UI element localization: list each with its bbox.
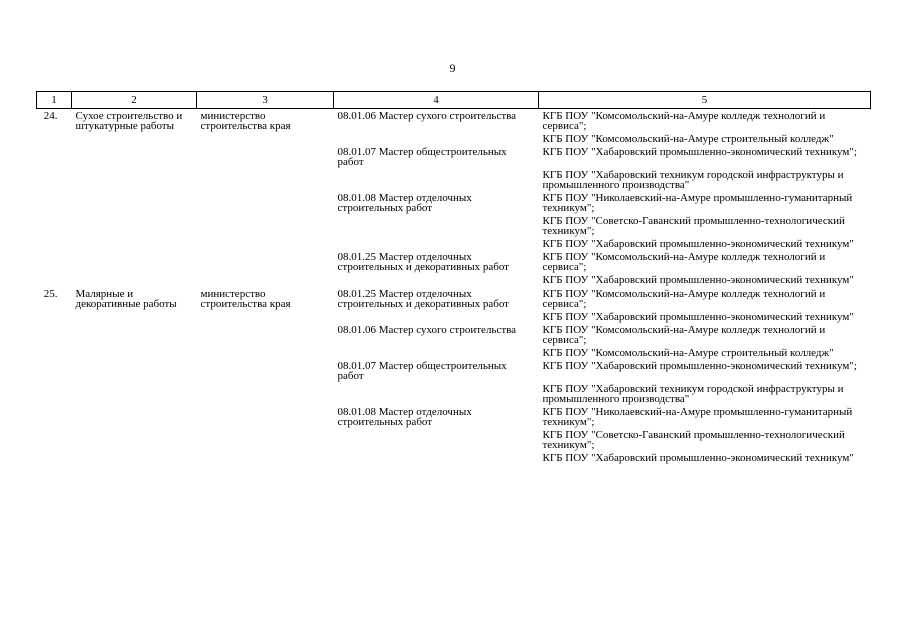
- table-row: [37, 452, 871, 465]
- cell-name: [72, 452, 197, 465]
- cell-college: КГБ ПОУ "Хабаровский промышленно-экономический техникум": [542, 311, 854, 323]
- cell-name: [72, 133, 197, 146]
- cell-ministry: [197, 429, 334, 452]
- cell-profession: [334, 215, 539, 238]
- cell-num: [37, 452, 72, 465]
- cell-name: [72, 192, 197, 215]
- table-row: [37, 287, 871, 311]
- cell-college: КГБ ПОУ "Хабаровский промышленно-экономический техникум";: [542, 146, 857, 158]
- cell-ministry: [197, 146, 334, 169]
- cell-college: КГБ ПОУ "Хабаровский промышленно-экономический техникум": [542, 274, 854, 286]
- cell-profession: [334, 274, 539, 287]
- cell-ministry: министерство строительства края: [200, 110, 291, 132]
- cell-num: [37, 238, 72, 251]
- cell-college: КГБ ПОУ "Советско-Гаванский промышленно-технологический техникум";: [542, 429, 845, 451]
- cell-name: [72, 215, 197, 238]
- header-col-4: 4: [334, 92, 539, 109]
- cell-college: КГБ ПОУ "Хабаровский промышленно-экономический техникум";: [542, 360, 857, 372]
- table-row: [37, 192, 871, 215]
- cell-name: [72, 406, 197, 429]
- table-row: [37, 109, 871, 134]
- cell-num: [37, 192, 72, 215]
- cell-ministry: [197, 452, 334, 465]
- table-row: [37, 133, 871, 146]
- cell-college: КГБ ПОУ "Комсомольский-на-Амуре строительный колледж": [542, 347, 834, 359]
- table-row: [37, 429, 871, 452]
- cell-college: КГБ ПОУ "Хабаровский промышленно-экономический техникум": [542, 452, 854, 464]
- cell-college: КГБ ПОУ "Советско-Гаванский промышленно-технологический техникум";: [542, 215, 845, 237]
- cell-college: КГБ ПОУ "Комсомольский-на-Амуре колледж технологий и сервиса";: [542, 110, 826, 132]
- cell-name: [72, 347, 197, 360]
- cell-ministry: [197, 324, 334, 347]
- cell-num: 25.: [43, 288, 58, 300]
- cell-ministry: [197, 238, 334, 251]
- cell-profession: 08.01.06 Мастер сухого строительства: [337, 110, 517, 122]
- header-col-3: 3: [197, 92, 334, 109]
- cell-name: [72, 169, 197, 192]
- cell-ministry: [197, 383, 334, 406]
- cell-profession: 08.01.06 Мастер сухого строительства: [337, 324, 517, 336]
- table-row: [37, 238, 871, 251]
- cell-ministry: [197, 274, 334, 287]
- header-col-5: 5: [539, 92, 871, 109]
- cell-num: [37, 360, 72, 383]
- header-col-2: 2: [72, 92, 197, 109]
- cell-name: [72, 274, 197, 287]
- cell-profession: 08.01.08 Мастер отделочных строительных работ: [337, 192, 472, 214]
- cell-ministry: [197, 192, 334, 215]
- table-body: [37, 109, 871, 466]
- cell-profession: [334, 133, 539, 146]
- table-row: [37, 406, 871, 429]
- cell-profession: 08.01.07 Мастер общестроительных работ: [337, 360, 507, 382]
- cell-ministry: [197, 406, 334, 429]
- cell-college: КГБ ПОУ "Хабаровский техникум городской инфраструктуры и промышленного производства": [542, 383, 844, 405]
- cell-profession: [334, 169, 539, 192]
- table-row: [37, 324, 871, 347]
- cell-profession: [334, 452, 539, 465]
- cell-ministry: [197, 251, 334, 274]
- cell-college: КГБ ПОУ "Хабаровский промышленно-экономический техникум": [542, 238, 854, 250]
- cell-ministry: [197, 169, 334, 192]
- cell-num: [37, 347, 72, 360]
- cell-profession: 08.01.25 Мастер отделочных строительных и декоративных работ: [337, 288, 509, 310]
- cell-name: Сухое строительство и штукатурные работы: [75, 110, 183, 132]
- cell-ministry: [197, 133, 334, 146]
- cell-num: [37, 383, 72, 406]
- cell-num: [37, 311, 72, 324]
- cell-num: [37, 251, 72, 274]
- cell-college: КГБ ПОУ "Комсомольский-на-Амуре колледж технологий и сервиса";: [542, 251, 826, 273]
- cell-profession: [334, 383, 539, 406]
- cell-num: [37, 274, 72, 287]
- cell-profession: [334, 347, 539, 360]
- cell-name: [72, 251, 197, 274]
- cell-num: [37, 429, 72, 452]
- cell-name: [72, 238, 197, 251]
- cell-ministry: [197, 347, 334, 360]
- cell-profession: [334, 238, 539, 251]
- cell-profession: [334, 311, 539, 324]
- cell-college: КГБ ПОУ "Хабаровский техникум городской инфраструктуры и промышленного производства": [542, 169, 844, 191]
- cell-profession: 08.01.08 Мастер отделочных строительных работ: [337, 406, 472, 428]
- table-header: [37, 92, 871, 109]
- cell-ministry: [197, 215, 334, 238]
- cell-college: КГБ ПОУ "Николаевский-на-Амуре промышленно-гуманитарный техникум";: [542, 192, 853, 214]
- cell-profession: 08.01.25 Мастер отделочных строительных и декоративных работ: [337, 251, 509, 273]
- cell-profession: [334, 429, 539, 452]
- cell-name: [72, 324, 197, 347]
- cell-ministry: [197, 360, 334, 383]
- cell-name: [72, 146, 197, 169]
- cell-num: [37, 169, 72, 192]
- table-row: [37, 383, 871, 406]
- cell-college: КГБ ПОУ "Комсомольский-на-Амуре колледж технологий и сервиса";: [542, 288, 826, 310]
- cell-college: КГБ ПОУ "Комсомольский-на-Амуре строительный колледж": [542, 133, 834, 145]
- cell-name: [72, 429, 197, 452]
- table-row: [37, 360, 871, 383]
- cell-college: КГБ ПОУ "Комсомольский-на-Амуре колледж технологий и сервиса";: [542, 324, 826, 346]
- cell-college: КГБ ПОУ "Николаевский-на-Амуре промышленно-гуманитарный техникум";: [542, 406, 853, 428]
- header-row: [37, 92, 871, 109]
- table-row: [37, 347, 871, 360]
- table-row: [37, 311, 871, 324]
- cell-num: 24.: [43, 110, 58, 122]
- cell-ministry: [197, 311, 334, 324]
- table-row: [37, 251, 871, 274]
- table-row: [37, 146, 871, 169]
- cell-name: [72, 311, 197, 324]
- cell-num: [37, 133, 72, 146]
- cell-name: [72, 383, 197, 406]
- cell-name: [72, 360, 197, 383]
- table-row: [37, 169, 871, 192]
- table-row: [37, 215, 871, 238]
- cell-num: [37, 324, 72, 347]
- cell-profession: 08.01.07 Мастер общестроительных работ: [337, 146, 507, 168]
- header-col-1: 1: [37, 92, 72, 109]
- cell-num: [37, 146, 72, 169]
- document-table: [36, 91, 871, 465]
- table-row: [37, 274, 871, 287]
- cell-num: [37, 215, 72, 238]
- cell-name: Малярные и декоративные работы: [75, 288, 177, 310]
- cell-ministry: министерство строительства края: [200, 288, 291, 310]
- cell-num: [37, 406, 72, 429]
- page-number: 9: [449, 61, 456, 75]
